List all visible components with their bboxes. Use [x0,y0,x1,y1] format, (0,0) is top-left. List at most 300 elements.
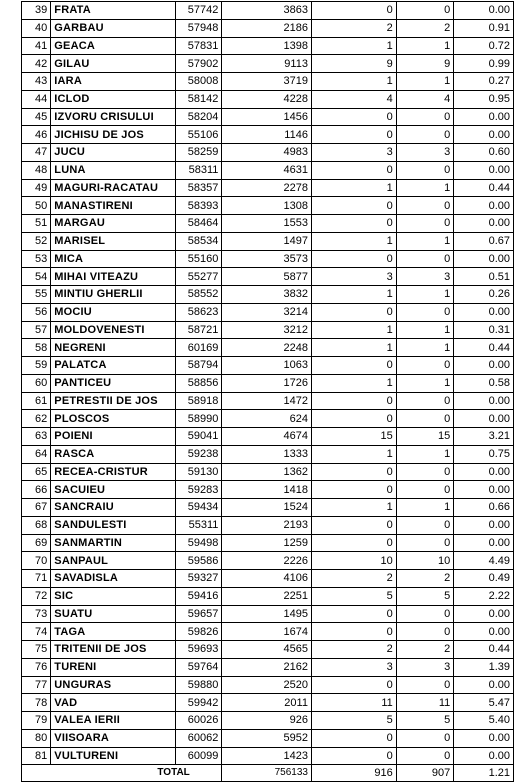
row-number-cell: 47 [22,144,51,162]
row-number-cell: 58 [22,339,51,357]
population-cell: 1418 [222,481,312,499]
population-cell: 2278 [222,179,312,197]
count-b-cell: 3 [396,144,454,162]
row-number-cell: 43 [22,73,51,91]
siruta-code-cell: 59880 [175,676,221,694]
locality-name-cell: RASCA [51,445,176,463]
siruta-code-cell: 58794 [175,357,221,375]
count-a-cell: 0 [311,303,396,321]
count-b-cell: 1 [396,232,454,250]
row-number-cell: 51 [22,215,51,233]
siruta-code-cell: 55311 [175,516,221,534]
locality-name-cell: RECEA-CRISTUR [51,463,176,481]
locality-name-cell: GEACA [51,37,176,55]
count-a-cell: 0 [311,161,396,179]
table-row [22,286,514,304]
population-cell: 1495 [222,605,312,623]
count-b-cell: 0 [396,215,454,233]
count-a-cell: 0 [311,357,396,375]
row-number-cell: 80 [22,729,51,747]
percentage-cell: 0.00 [454,463,514,481]
siruta-code-cell: 58464 [175,215,221,233]
count-a-cell: 11 [311,694,396,712]
count-b-cell: 0 [396,605,454,623]
population-cell: 1063 [222,357,312,375]
count-b-cell: 0 [396,463,454,481]
population-cell: 3573 [222,250,312,268]
percentage-cell: 2.22 [454,587,514,605]
siruta-code-cell: 59826 [175,623,221,641]
count-a-cell: 0 [311,108,396,126]
count-a-cell: 0 [311,747,396,765]
count-a-cell: 0 [311,2,396,20]
row-number-cell: 81 [22,747,51,765]
row-number-cell: 39 [22,2,51,20]
count-a-cell: 1 [311,374,396,392]
count-b-cell: 9 [396,55,454,73]
table-row [22,321,514,339]
count-b-cell: 2 [396,641,454,659]
locality-name-cell: VALEA IERII [51,712,176,730]
table-row [22,623,514,641]
total-row-spacer [22,765,222,782]
count-a-cell: 0 [311,481,396,499]
locality-name-cell: UNGURAS [51,676,176,694]
count-a-cell: 5 [311,712,396,730]
locality-name-cell: IARA [51,73,176,91]
total-label [157,765,312,782]
count-a-cell: 0 [311,463,396,481]
count-b-cell: 3 [396,268,454,286]
population-cell: 2226 [222,552,312,570]
count-b-cell: 0 [396,357,454,375]
row-number-cell: 68 [22,516,51,534]
table-body [22,2,514,782]
percentage-cell: 0.75 [454,445,514,463]
count-b-cell: 1 [396,73,454,91]
row-number-cell: 62 [22,410,51,428]
siruta-code-cell: 59693 [175,641,221,659]
percentage-cell: 0.67 [454,232,514,250]
table-row [22,605,514,623]
percentage-cell: 0.00 [454,729,514,747]
locality-name-cell: SANCRAIU [51,499,176,517]
siruta-code-cell: 58856 [175,374,221,392]
count-b-cell: 1 [396,499,454,517]
population-cell: 1308 [222,197,312,215]
count-a-cell: 3 [311,658,396,676]
table-row [22,729,514,747]
count-a-cell: 4 [311,90,396,108]
locality-name-cell: FRATA [51,2,176,20]
locality-name-cell: MINTIU GHERLII [51,286,176,304]
count-a-cell: 0 [311,392,396,410]
row-number-cell: 57 [22,321,51,339]
table-row [22,37,514,55]
count-a-cell: 3 [311,144,396,162]
row-number-cell: 44 [22,90,51,108]
table-row [22,197,514,215]
percentage-cell: 0.66 [454,499,514,517]
locality-name-cell: TAGA [51,623,176,641]
table-row [22,108,514,126]
row-number-cell: 61 [22,392,51,410]
percentage-cell: 0.00 [454,161,514,179]
count-b-cell: 15 [396,428,454,446]
total-label-text: TOTAL [157,767,190,779]
table-row [22,2,514,20]
count-b-cell: 10 [396,552,454,570]
percentage-cell: 0.58 [454,374,514,392]
siruta-code-cell: 59416 [175,587,221,605]
siruta-code-cell: 58552 [175,286,221,304]
percentage-cell: 0.00 [454,392,514,410]
row-number-cell: 41 [22,37,51,55]
siruta-code-cell: 58393 [175,197,221,215]
count-b-cell: 1 [396,374,454,392]
table-row [22,232,514,250]
percentage-cell: 0.00 [454,676,514,694]
population-cell: 3832 [222,286,312,304]
percentage-cell: 0.00 [454,303,514,321]
total-percentage: 1.21 [454,765,514,782]
siruta-code-cell: 58311 [175,161,221,179]
table-row [22,90,514,108]
count-b-cell: 0 [396,108,454,126]
row-number-cell: 78 [22,694,51,712]
count-b-cell: 2 [396,570,454,588]
locality-name-cell: MOCIU [51,303,176,321]
table-row [22,392,514,410]
population-cell: 1456 [222,108,312,126]
row-number-cell: 65 [22,463,51,481]
locality-name-cell: ICLOD [51,90,176,108]
percentage-cell: 5.40 [454,712,514,730]
percentage-cell: 0.51 [454,268,514,286]
row-number-cell: 50 [22,197,51,215]
count-b-cell: 1 [396,445,454,463]
row-number-cell: 73 [22,605,51,623]
table-row [22,55,514,73]
percentage-cell: 0.31 [454,321,514,339]
population-cell: 3863 [222,2,312,20]
row-number-cell: 55 [22,286,51,304]
count-b-cell: 0 [396,623,454,641]
table-row [22,339,514,357]
count-a-cell: 0 [311,215,396,233]
percentage-cell: 0.00 [454,534,514,552]
count-b-cell: 0 [396,747,454,765]
count-b-cell: 0 [396,676,454,694]
count-b-cell: 0 [396,197,454,215]
locality-name-cell: SUATU [51,605,176,623]
siruta-code-cell: 60169 [175,339,221,357]
siruta-code-cell: 59238 [175,445,221,463]
row-number-cell: 63 [22,428,51,446]
count-a-cell: 0 [311,516,396,534]
locality-name-cell: MARISEL [51,232,176,250]
percentage-cell: 0.00 [454,2,514,20]
siruta-code-cell: 59283 [175,481,221,499]
population-cell: 5952 [222,729,312,747]
locality-name-cell: SANMARTIN [51,534,176,552]
table-row [22,552,514,570]
table-row [22,126,514,144]
row-number-cell: 45 [22,108,51,126]
population-cell: 1259 [222,534,312,552]
count-b-cell: 0 [396,126,454,144]
row-number-cell: 77 [22,676,51,694]
table-row [22,268,514,286]
locality-name-cell: MOLDOVENESTI [51,321,176,339]
count-b-cell: 11 [396,694,454,712]
row-number-cell: 72 [22,587,51,605]
table-row [22,676,514,694]
locality-name-cell: MANASTIRENI [51,197,176,215]
count-b-cell: 1 [396,339,454,357]
percentage-cell: 0.44 [454,179,514,197]
locality-name-cell: MAGURI-RACATAU [51,179,176,197]
percentage-cell: 0.00 [454,197,514,215]
percentage-cell: 5.47 [454,694,514,712]
percentage-cell: 0.00 [454,623,514,641]
count-b-cell: 0 [396,481,454,499]
locality-name-cell: MIHAI VITEAZU [51,268,176,286]
locality-name-cell: VIISOARA [51,729,176,747]
table-row [22,428,514,446]
percentage-cell: 0.72 [454,37,514,55]
row-number-cell: 75 [22,641,51,659]
population-cell: 2162 [222,658,312,676]
table-row [22,410,514,428]
siruta-code-cell: 58357 [175,179,221,197]
locality-name-cell: JICHISU DE JOS [51,126,176,144]
percentage-cell: 1.39 [454,658,514,676]
siruta-code-cell: 59764 [175,658,221,676]
percentage-cell: 0.00 [454,126,514,144]
count-a-cell: 3 [311,268,396,286]
population-cell: 2011 [222,694,312,712]
table-row [22,712,514,730]
population-cell: 1674 [222,623,312,641]
count-a-cell: 0 [311,729,396,747]
population-cell: 3212 [222,321,312,339]
locality-name-cell: SIC [51,587,176,605]
row-number-cell: 74 [22,623,51,641]
count-a-cell: 1 [311,73,396,91]
locality-name-cell: SAVADISLA [51,570,176,588]
population-cell: 5877 [222,268,312,286]
row-number-cell: 71 [22,570,51,588]
siruta-code-cell: 60099 [175,747,221,765]
percentage-cell: 0.00 [454,215,514,233]
population-cell: 1362 [222,463,312,481]
population-cell: 1553 [222,215,312,233]
table-row [22,161,514,179]
count-b-cell: 0 [396,410,454,428]
count-a-cell: 0 [311,410,396,428]
population-cell: 3719 [222,73,312,91]
percentage-cell: 0.00 [454,410,514,428]
siruta-code-cell: 58259 [175,144,221,162]
percentage-cell: 0.27 [454,73,514,91]
siruta-code-cell: 58008 [175,73,221,91]
percentage-cell: 0.44 [454,641,514,659]
count-a-cell: 5 [311,587,396,605]
count-a-cell: 0 [311,605,396,623]
table-row [22,641,514,659]
percentage-cell: 0.60 [454,144,514,162]
percentage-cell: 0.00 [454,605,514,623]
percentage-cell: 4.49 [454,552,514,570]
percentage-cell: 0.00 [454,516,514,534]
population-cell: 2193 [222,516,312,534]
table-row [22,481,514,499]
locality-name-cell: MICA [51,250,176,268]
percentage-cell: 0.00 [454,250,514,268]
percentage-cell: 0.44 [454,339,514,357]
row-number-cell: 46 [22,126,51,144]
total-count-a: 916 [311,765,396,782]
table-row [22,570,514,588]
percentage-cell: 0.49 [454,570,514,588]
table-row [22,463,514,481]
population-cell: 1333 [222,445,312,463]
row-number-cell: 49 [22,179,51,197]
siruta-code-cell: 57902 [175,55,221,73]
count-b-cell: 1 [396,321,454,339]
locality-name-cell: VAD [51,694,176,712]
count-b-cell: 1 [396,286,454,304]
population-cell: 1726 [222,374,312,392]
siruta-code-cell: 60062 [175,729,221,747]
percentage-cell: 0.00 [454,357,514,375]
siruta-code-cell: 59586 [175,552,221,570]
siruta-code-cell: 59498 [175,534,221,552]
population-cell: 3214 [222,303,312,321]
row-number-cell: 70 [22,552,51,570]
count-a-cell: 2 [311,570,396,588]
locality-name-cell: NEGRENI [51,339,176,357]
siruta-code-cell: 58534 [175,232,221,250]
count-a-cell: 0 [311,126,396,144]
siruta-code-cell: 55277 [175,268,221,286]
row-number-cell: 76 [22,658,51,676]
population-cell: 1472 [222,392,312,410]
row-number-cell: 59 [22,357,51,375]
percentage-cell: 0.95 [454,90,514,108]
table-row [22,374,514,392]
total-count-b: 907 [396,765,454,782]
count-b-cell: 0 [396,534,454,552]
count-a-cell: 1 [311,286,396,304]
locality-name-cell: JUCU [51,144,176,162]
locality-name-cell: TURENI [51,658,176,676]
table-row [22,445,514,463]
count-a-cell: 1 [311,339,396,357]
percentage-cell: 0.00 [454,481,514,499]
count-b-cell: 4 [396,90,454,108]
population-cell: 2186 [222,19,312,37]
locality-name-cell: VULTURENI [51,747,176,765]
population-cell: 4565 [222,641,312,659]
count-b-cell: 3 [396,658,454,676]
percentage-cell: 0.26 [454,286,514,304]
count-b-cell: 1 [396,37,454,55]
population-cell: 926 [222,712,312,730]
siruta-code-cell: 59434 [175,499,221,517]
siruta-code-cell: 57948 [175,19,221,37]
table-row [22,215,514,233]
count-b-cell: 0 [396,250,454,268]
row-number-cell: 48 [22,161,51,179]
table-row [22,19,514,37]
row-number-cell: 79 [22,712,51,730]
table-row [22,73,514,91]
locality-name-cell: SACUIEU [51,481,176,499]
count-b-cell: 0 [396,161,454,179]
count-a-cell: 1 [311,37,396,55]
count-a-cell: 0 [311,623,396,641]
population-cell: 2520 [222,676,312,694]
count-b-cell: 0 [396,2,454,20]
siruta-code-cell: 58623 [175,303,221,321]
population-cell: 1146 [222,126,312,144]
locality-name-cell: IZVORU CRISULUI [51,108,176,126]
population-cell: 1398 [222,37,312,55]
population-cell: 1524 [222,499,312,517]
row-number-cell: 53 [22,250,51,268]
count-b-cell: 5 [396,587,454,605]
percentage-cell: 0.91 [454,19,514,37]
count-a-cell: 0 [311,534,396,552]
locality-name-cell: TRITENII DE JOS [51,641,176,659]
total-row [22,765,514,782]
count-a-cell: 2 [311,19,396,37]
count-b-cell: 2 [396,19,454,37]
row-number-cell: 60 [22,374,51,392]
table-row [22,534,514,552]
count-a-cell: 2 [311,641,396,659]
locality-name-cell: PALATCA [51,357,176,375]
row-number-cell: 52 [22,232,51,250]
table-row [22,144,514,162]
locality-name-cell: SANDULESTI [51,516,176,534]
locality-name-cell: GARBAU [51,19,176,37]
count-b-cell: 0 [396,729,454,747]
count-a-cell: 9 [311,55,396,73]
row-number-cell: 69 [22,534,51,552]
population-cell: 1423 [222,747,312,765]
siruta-code-cell: 59942 [175,694,221,712]
count-b-cell: 0 [396,516,454,534]
locality-name-cell: GILAU [51,55,176,73]
row-number-cell: 66 [22,481,51,499]
population-cell: 4106 [222,570,312,588]
population-cell: 4631 [222,161,312,179]
siruta-code-cell: 59657 [175,605,221,623]
table-row [22,658,514,676]
count-b-cell: 1 [396,179,454,197]
row-number-cell: 56 [22,303,51,321]
count-a-cell: 1 [311,232,396,250]
population-cell: 624 [222,410,312,428]
population-cell: 4228 [222,90,312,108]
siruta-code-cell: 55106 [175,126,221,144]
locality-name-cell: PANTICEU [51,374,176,392]
siruta-code-cell: 58204 [175,108,221,126]
count-a-cell: 15 [311,428,396,446]
